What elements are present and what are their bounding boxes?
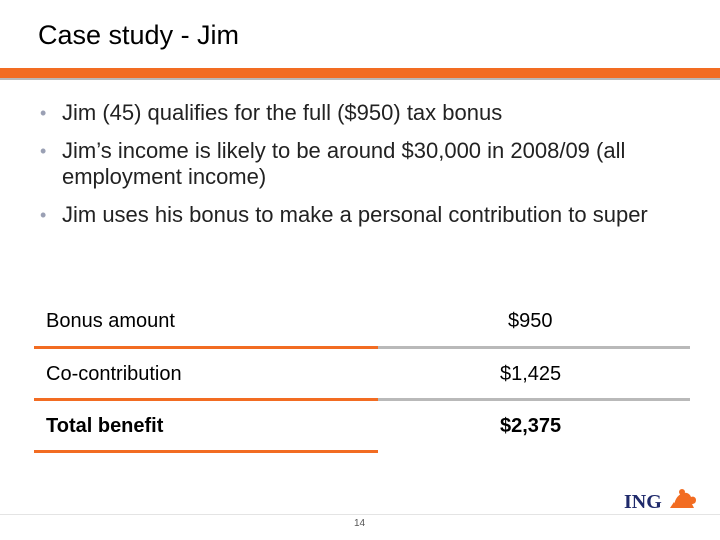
bullet-item bbox=[38, 138, 678, 190]
footer-divider bbox=[0, 514, 720, 515]
row-divider-orange bbox=[34, 398, 378, 401]
bullet-text: Jim uses his bonus to make a personal contribution to super bbox=[62, 202, 648, 227]
table-row-value-total: $2,375 bbox=[500, 415, 562, 437]
table-row-value-bonus: $950 bbox=[508, 310, 553, 332]
bullet-dot-icon: • bbox=[40, 103, 47, 123]
ing-lion-logo-icon bbox=[624, 484, 700, 514]
slide-title: Case study - Jim bbox=[38, 20, 240, 50]
bullet-list bbox=[38, 100, 678, 240]
row-divider-orange bbox=[34, 346, 378, 349]
logo-text: ING bbox=[624, 491, 662, 513]
bullet-item bbox=[38, 100, 678, 126]
title-divider-orange bbox=[0, 68, 720, 78]
bullet-text: Jim (45) qualifies for the full ($950) tax bonus bbox=[62, 100, 503, 125]
title-divider-grey bbox=[0, 78, 720, 80]
bullet-text: Jim’s income is likely to be around $30,000 in 2008/09 (all employment income) bbox=[62, 138, 626, 189]
row-divider-grey bbox=[378, 398, 690, 401]
bullet-dot-icon: • bbox=[40, 205, 47, 225]
page-number: 14 bbox=[354, 518, 366, 529]
table-row-label-bonus: Bonus amount bbox=[46, 310, 175, 332]
table-row-value-cocontribution: $1,425 bbox=[500, 363, 562, 385]
lion-icon bbox=[670, 489, 696, 508]
row-divider-orange bbox=[34, 450, 378, 453]
bullet-dot-icon: • bbox=[40, 141, 47, 161]
bullet-item bbox=[38, 202, 678, 228]
row-divider-grey bbox=[378, 346, 690, 349]
table-row-label-total: Total benefit bbox=[46, 415, 164, 437]
table-row-label-cocontribution: Co-contribution bbox=[46, 363, 182, 385]
